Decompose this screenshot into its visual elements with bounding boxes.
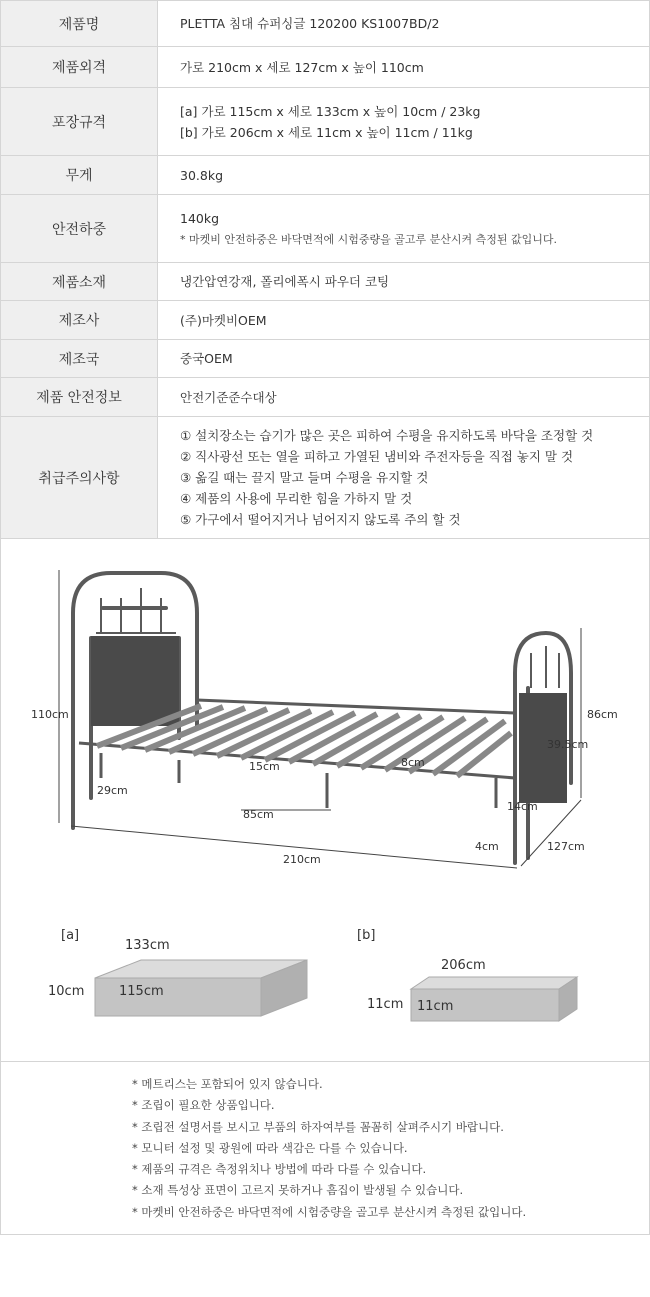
spec-row [1, 1, 650, 47]
spec-row [1, 156, 650, 195]
box-a-tag: [a] [61, 928, 80, 943]
spec-row [1, 301, 650, 340]
box-b-width: 206cm [441, 958, 486, 973]
spec-key: 제품 안전정보 [1, 378, 158, 417]
dim-length-total: 210cm [283, 853, 321, 866]
dim-width-total: 127cm [547, 840, 585, 853]
box-b-length: 11cm [417, 999, 454, 1014]
spec-value: ① 설치장소는 습기가 많은 곳은 피하여 수평을 유지하도록 바닥을 조정할 것 ② 직사광선 또는 열을 피하고 가열된 냄비와 주전자등을 직접 놓지 말 것 ③ 옮길 때는 끌지 말고 들며 수평을 유지할 것 ④ 제품의 사용에 무리한 힘을 가하지 말 것 ⑤ 가구에서 떨어지거나 넘어지지 않도록 주의 할 것 [158, 417, 650, 539]
dim-leg-width: 4cm [475, 840, 499, 853]
spec-key: 무게 [1, 156, 158, 195]
dim-rail-height: 29cm [97, 784, 128, 797]
box-a-height: 10cm [48, 984, 85, 999]
box-a-width: 133cm [125, 938, 170, 953]
note-item: * 모니터 설정 및 광원에 따라 색감은 다를 수 있습니다. [132, 1140, 408, 1155]
box-b-height: 11cm [367, 997, 404, 1012]
dim-slat-width: 8cm [401, 756, 425, 769]
spec-row [1, 263, 650, 301]
spec-key: 제품소재 [1, 263, 158, 301]
spec-value: 중국OEM [158, 340, 650, 378]
spec-value: 안전기준준수대상 [158, 378, 650, 417]
note-item: * 메트리스는 포함되어 있지 않습니다. [132, 1077, 323, 1091]
spec-value: [a] 가로 115cm x 세로 133cm x 높이 10cm / 23kg [b] 가로 206cm x 세로 11cm x 높이 11cm / 11kg [158, 88, 650, 156]
safety-note: * 마켓비 안전하중은 바닥면적에 시험중량을 골고루 분산시켜 측정된 값입니다. [180, 232, 557, 246]
spec-key: 안전하중 [1, 195, 158, 263]
spec-key: 제품외격 [1, 47, 158, 88]
dim-under-width: 85cm [243, 808, 274, 821]
headboard-panel [91, 636, 179, 726]
spec-value: 가로 210cm x 세로 127cm x 높이 110cm [158, 47, 650, 88]
spec-value: 냉간압연강재, 폴리에폭시 파우더 코팅 [158, 263, 650, 301]
dim-foot-height: 86cm [587, 708, 618, 721]
spec-row [1, 47, 650, 88]
dim-slat-gap: 15cm [249, 760, 280, 773]
spec-key: 제품명 [1, 1, 158, 47]
spec-key: 제조사 [1, 301, 158, 340]
spec-key: 취급주의사항 [1, 417, 158, 539]
spec-row [1, 378, 650, 417]
dim-panel-height: 39.5cm [547, 738, 589, 751]
spec-row [1, 195, 650, 263]
note-item: * 소재 특성상 표면이 고르지 못하거나 흠집이 발생될 수 있습니다. [132, 1183, 464, 1198]
notes-list [132, 1074, 526, 1223]
spec-value: 140kg * 마켓비 안전하중은 바닥면적에 시험중량을 골고루 분산시켜 측정된 값입니다. [158, 195, 650, 263]
dim-height-total: 110cm [31, 708, 69, 721]
note-item: * 조립전 설명서를 보시고 부품의 하자여부를 꼼꼼히 살펴주시기 바랍니다. [132, 1119, 504, 1134]
spec-key: 포장규격 [1, 88, 158, 156]
spec-value: PLETTA 침대 슈퍼싱글 120200 KS1007BD/2 [158, 1, 650, 47]
spec-value: 30.8kg [158, 156, 650, 195]
spec-row [1, 88, 650, 156]
note-item: * 조립이 필요한 상품입니다. [132, 1098, 275, 1113]
note-item: * 제품의 규격은 측정위치나 방법에 따라 다를 수 있습니다. [132, 1162, 427, 1177]
dimension-diagram [0, 538, 650, 1061]
spec-value: (주)마켓비OEM [158, 301, 650, 340]
box-a-length: 115cm [119, 984, 164, 999]
box-b-tag: [b] [357, 928, 376, 943]
spec-table [0, 0, 650, 539]
notes-box [0, 1061, 650, 1235]
dim-leg-height: 14cm [507, 800, 538, 813]
spec-row [1, 340, 650, 378]
spec-row [1, 417, 650, 539]
spec-key: 제조국 [1, 340, 158, 378]
note-item: * 마켓비 안전하중은 바닥면적에 시험중량을 골고루 분산시켜 측정된 값입니다. [132, 1204, 527, 1219]
